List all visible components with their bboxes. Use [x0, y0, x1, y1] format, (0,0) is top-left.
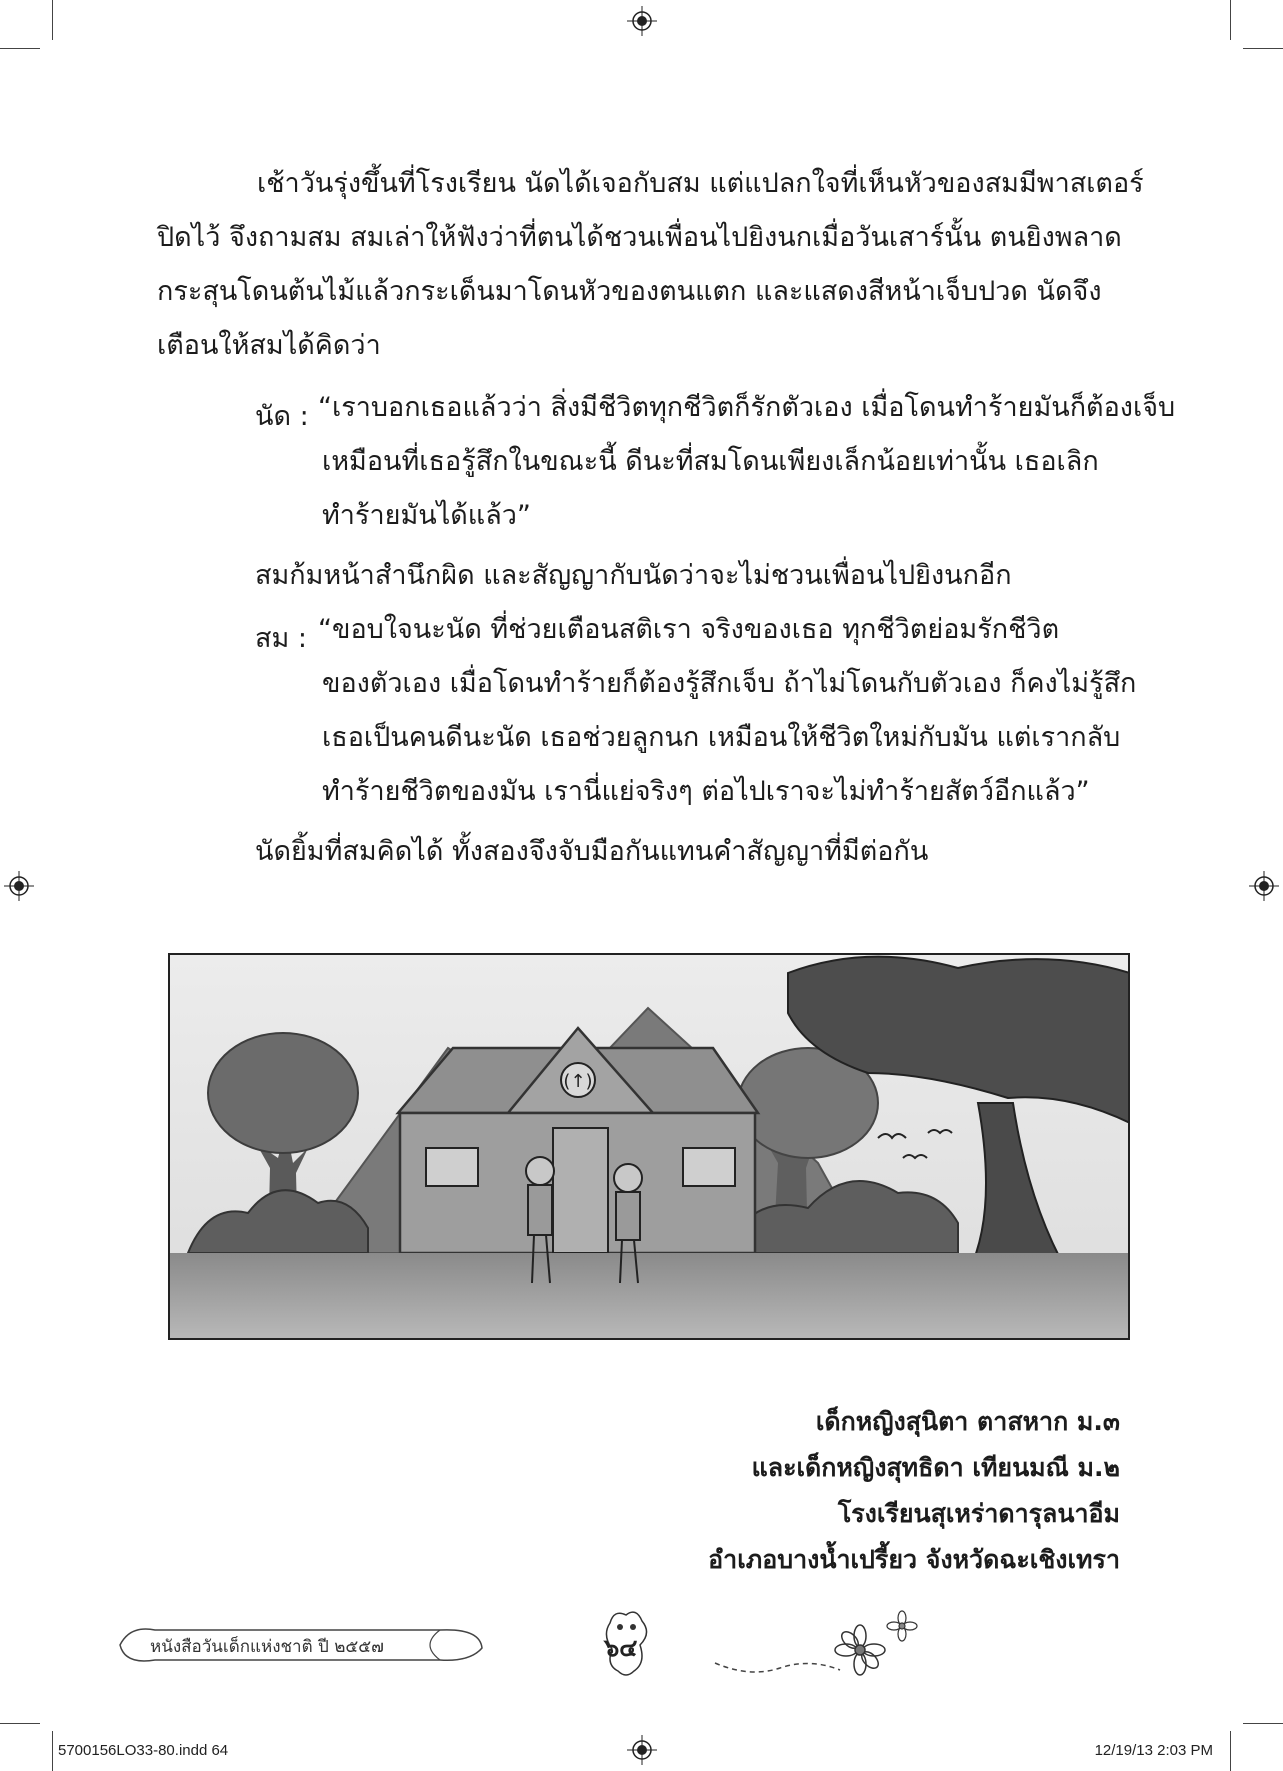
narration-1: สมก้มหน้าสำนึกผิด และสัญญากับนัดว่าจะไม่ชวนเพื่อนไปยิงนกอีก — [255, 560, 1012, 591]
signature-location: อำเภอบางน้ำเปรี้ยว จังหวัดฉะเชิงเทรา — [708, 1545, 1120, 1574]
signature-line-2: และเด็กหญิงสุทธิดา เทียนมณี ม.๒ — [751, 1453, 1120, 1482]
left-tree-foliage — [208, 1033, 358, 1153]
crop-mark-top-left-v — [52, 0, 53, 40]
body-line-3: กระสุนโดนต้นไม้แล้วกระเด็นมาโดนหัวของตนแตก และแสดงสีหน้าเจ็บปวด นัดจึง — [157, 276, 1102, 307]
crop-mark-bottom-right-v — [1230, 1731, 1231, 1771]
school-window-right — [683, 1148, 735, 1186]
slug-timestamp: 12/19/13 2:03 PM — [1094, 1742, 1213, 1759]
crop-mark-bottom-left-v — [52, 1731, 53, 1771]
signature-school: โรงเรียนสุเหร่าดารุลนาอีม — [837, 1499, 1120, 1528]
registration-mark-bottom-icon — [627, 1735, 657, 1765]
dialogue-som-line-1: “ขอบใจนะนัด ที่ช่วยเตือนสติเรา จริงของเธอ ทุกชีวิตย่อมรักชีวิต — [318, 614, 1060, 645]
dialogue-nat-line-1: “เราบอกเธอแล้วว่า สิ่งมีชีวิตทุกชีวิตก็รักตัวเอง เมื่อโดนทำร้ายมันก็ต้องเจ็บ — [318, 392, 1176, 423]
crop-mark-bottom-right-h — [1243, 1723, 1283, 1724]
body-line-2: ปิดไว้ จึงถามสม สมเล่าให้ฟังว่าที่ตนได้ชวนเพื่อนไปยิงนกเมื่อวันเสาร์นั้น ตนยิงพลาด — [157, 222, 1122, 253]
dialogue-nat — [318, 381, 1176, 551]
body-paragraph — [157, 157, 1144, 377]
dialogue-som-line-4: ทำร้ายชีวิตของมัน เรานี่แย่จริงๆ ต่อไปเราจะไม่ทำร้ายสัตว์อีกแล้ว” — [322, 776, 1090, 807]
school-illustration — [168, 953, 1130, 1340]
registration-mark-top-icon — [627, 6, 657, 36]
crop-mark-top-right-v — [1230, 0, 1231, 40]
body-line-4: เตือนให้สมได้คิดว่า — [157, 330, 381, 361]
flowers-decoration-icon — [710, 1608, 930, 1683]
dialogue-som-line-2: ของตัวเอง เมื่อโดนทำร้ายก็ต้องรู้สึกเจ็บ ถ้าไม่โดนกับตัวเอง ก็คงไม่รู้สึก — [322, 668, 1137, 699]
dialogue-som — [318, 603, 1137, 823]
registration-mark-right-icon — [1249, 871, 1279, 901]
speaker-som: สม : — [255, 623, 307, 654]
school-door — [553, 1128, 608, 1253]
footer-banner-title: หนังสือวันเด็กแห่งชาติ ปี ๒๕๕๗ — [150, 1637, 384, 1657]
crop-mark-top-left-h — [0, 48, 40, 49]
dialogue-som-line-3: เธอเป็นคนดีนะนัด เธอช่วยลูกนก เหมือนให้ชีวิตใหม่กับมัน แต่เรากลับ — [322, 722, 1121, 753]
signature-line-1: เด็กหญิงสุนิตา ตาสหาก ม.๓ — [815, 1407, 1120, 1436]
crop-mark-top-right-h — [1243, 48, 1283, 49]
school-emblem-sign: (↑) — [563, 1071, 593, 1092]
narration-2: นัดยิ้มที่สมคิดได้ ทั้งสองจึงจับมือกันแทนคำสัญญาที่มีต่อกัน — [255, 836, 929, 867]
slug-filename: 5700156LO33-80.indd 64 — [58, 1742, 229, 1759]
crop-mark-bottom-left-h — [0, 1723, 40, 1724]
illustration-ground — [168, 1253, 1130, 1340]
page-number: ๖๔ — [604, 1634, 638, 1662]
speaker-nat: นัด : — [255, 401, 309, 432]
dialogue-nat-line-3: ทำร้ายมันได้แล้ว” — [322, 500, 531, 531]
school-window-left — [426, 1148, 478, 1186]
body-line-1: เช้าวันรุ่งขึ้นที่โรงเรียน นัดได้เจอกับสม แต่แปลกใจที่เห็นหัวของสมมีพาสเตอร์ — [257, 168, 1144, 199]
registration-mark-left-icon — [4, 871, 34, 901]
dialogue-nat-line-2: เหมือนที่เธอรู้สึกในขณะนี้ ดีนะที่สมโดนเพียงเล็กน้อยเท่านั้น เธอเลิก — [322, 446, 1099, 477]
